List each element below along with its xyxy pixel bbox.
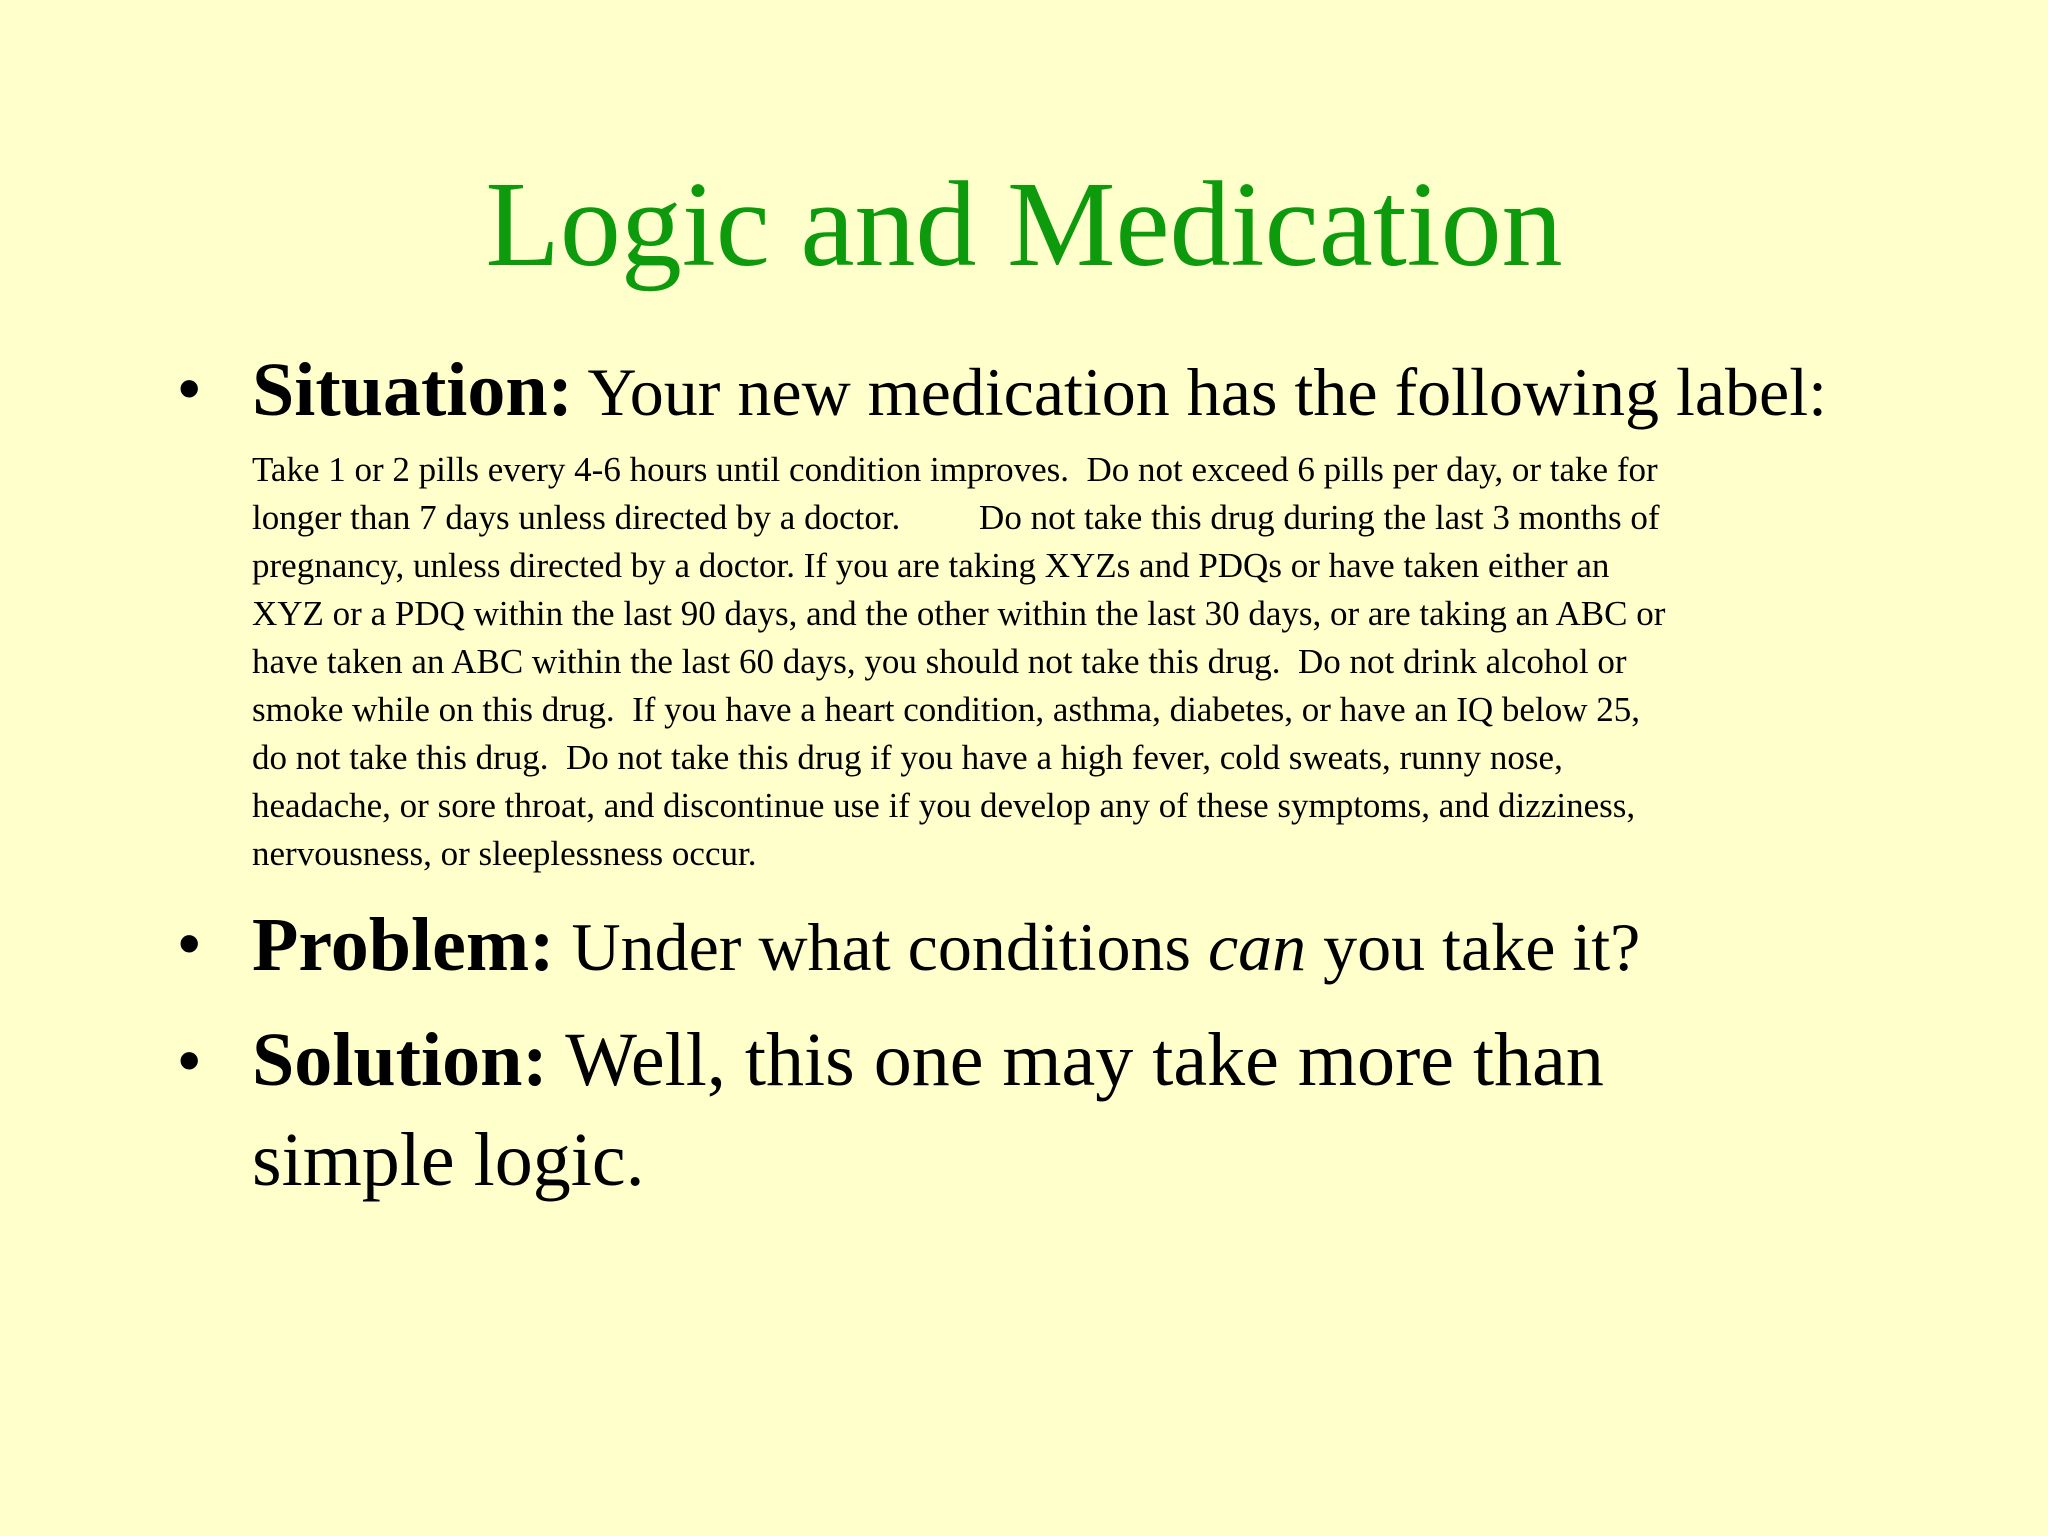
solution-text: [252, 1010, 1752, 1210]
medication-label-line: have taken an ABC within the last 60 days, you should not take this drug. Do not drink alcohol or: [252, 642, 1627, 681]
bullet-dot: •: [178, 352, 201, 424]
medication-label-line: smoke while on this drug. If you have a heart condition, asthma, diabetes, or have an IQ below 25,: [252, 690, 1640, 729]
medication-label-line: headache, or sore throat, and discontinue use if you develop any of these symptoms, and dizziness,: [252, 786, 1636, 825]
medication-label-line: nervousness, or sleeplessness occur.: [252, 834, 757, 873]
situation-desc: Your new medication has the following label:: [572, 354, 1827, 430]
solution-label: Solution:: [252, 1018, 548, 1102]
bullet-dot: •: [178, 1024, 201, 1096]
solution-text-line1: Well, this one may take more than: [547, 1018, 1604, 1102]
situation-text: [252, 340, 1902, 442]
medication-label-line: do not take this drug. Do not take this drug if you have a high fever, cold sweats, runny nose,: [252, 738, 1563, 777]
problem-text-before: Under what conditions: [554, 909, 1208, 985]
situation-label: Situation:: [252, 348, 573, 432]
medication-label-line: pregnancy, unless directed by a doctor. If you are taking XYZs and PDQs or have taken either an: [252, 546, 1610, 585]
problem-text: [252, 895, 1902, 997]
problem-text-after: you take it?: [1306, 909, 1641, 985]
slide-title: Logic and Medication: [485, 157, 1563, 292]
medication-label-line: longer than 7 days unless directed by a doctor. Do not take this drug during the last 3 months of: [252, 498, 1660, 537]
solution-text-line2: simple logic.: [252, 1118, 645, 1202]
medication-label-line: XYZ or a PDQ within the last 90 days, and the other within the last 30 days, or are taking an ABC or: [252, 594, 1666, 633]
problem-text-emphasis: can: [1207, 909, 1307, 985]
problem-label: Problem:: [252, 903, 555, 987]
bullet-dot: •: [178, 907, 201, 979]
medication-label-line: Take 1 or 2 pills every 4-6 hours until condition improves. Do not exceed 6 pills per day, or take for: [252, 450, 1658, 489]
medication-label-text: [252, 446, 1892, 878]
